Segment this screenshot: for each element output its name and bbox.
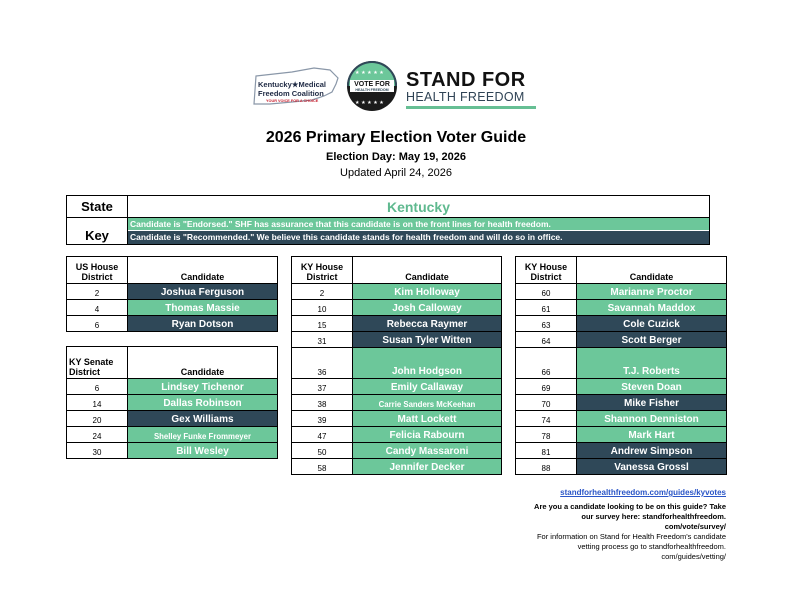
district-cell: 38	[292, 395, 353, 411]
candidate-cell: Andrew Simpson	[577, 443, 727, 459]
survey-note-line1: Are you a candidate looking to be on this guide? Take	[534, 502, 726, 511]
state-key-box	[66, 195, 710, 245]
table-row	[516, 395, 727, 411]
district-cell: 30	[67, 443, 128, 459]
state-value: Kentucky	[128, 196, 709, 218]
vetting-note	[506, 532, 726, 562]
candidate-cell: Jennifer Decker	[353, 459, 502, 475]
candidate-cell: Shelley Funke Frommeyer	[128, 427, 278, 443]
table-row	[292, 379, 502, 395]
candidate-cell: Mark Hart	[577, 427, 727, 443]
survey-note-line3: com/vote/survey/	[664, 522, 726, 531]
candidate-cell: Candy Massaroni	[353, 443, 502, 459]
table-row	[292, 300, 502, 316]
candidate-cell: Josh Calloway	[353, 300, 502, 316]
table-row	[67, 316, 278, 332]
us-house-table	[66, 256, 278, 332]
sfhf-line1: STAND FOR	[406, 69, 526, 91]
table-row	[516, 459, 727, 475]
kmfc-tagline: YOUR VOICE FOR A CHOICE	[266, 99, 319, 103]
us-house-district-header: US House District	[67, 257, 128, 284]
district-cell: 61	[516, 300, 577, 316]
district-cell: 31	[292, 332, 353, 348]
key-endorsed: Candidate is "Endorsed." SHF has assurance that this candidate is on the front lines for health freedom.	[128, 218, 709, 231]
key-label: Key	[67, 218, 128, 244]
candidate-cell: Vanessa Grossl	[577, 459, 727, 475]
table-row	[67, 300, 278, 316]
svg-text:★ ★ ★ ★ ★: ★ ★ ★ ★ ★	[355, 100, 384, 106]
election-day: Election Day: May 19, 2026	[325, 151, 466, 163]
table-row	[292, 284, 502, 300]
vote-badge-logo	[346, 60, 398, 112]
district-cell: 36	[292, 348, 353, 379]
table-row	[516, 427, 727, 443]
candidate-cell: Rebecca Raymer	[353, 316, 502, 332]
updated-date: Updated April 24, 2026	[340, 167, 452, 179]
page-title: 2026 Primary Election Voter Guide	[265, 129, 527, 146]
ky-house-table-1	[291, 256, 502, 475]
us-house-candidate-header: Candidate	[128, 257, 278, 284]
ky-house-1-candidate-header: Candidate	[353, 257, 502, 284]
district-cell: 14	[67, 395, 128, 411]
district-cell: 81	[516, 443, 577, 459]
district-cell: 15	[292, 316, 353, 332]
table-row	[292, 395, 502, 411]
district-cell: 37	[292, 379, 353, 395]
candidate-cell: T.J. Roberts	[577, 348, 727, 379]
table-row	[292, 411, 502, 427]
table-row	[516, 284, 727, 300]
table-row	[292, 459, 502, 475]
district-cell: 63	[516, 316, 577, 332]
candidate-cell: Felicia Rabourn	[353, 427, 502, 443]
candidate-cell: Emily Callaway	[353, 379, 502, 395]
district-cell: 39	[292, 411, 353, 427]
table-row	[516, 379, 727, 395]
vetting-note-line3: com/guides/vetting/	[661, 552, 726, 561]
district-cell: 88	[516, 459, 577, 475]
table-row	[292, 443, 502, 459]
kmfc-line1: Kentucky★Medical	[258, 80, 326, 89]
table-row	[516, 411, 727, 427]
district-cell: 50	[292, 443, 353, 459]
candidate-cell: Marianne Proctor	[577, 284, 727, 300]
ky-house-2-district-header: KY House District	[516, 257, 577, 284]
survey-note	[506, 502, 726, 532]
logo-bar	[252, 58, 552, 114]
table-row	[516, 332, 727, 348]
candidate-cell: Joshua Ferguson	[128, 284, 278, 300]
vote-badge-line1: VOTE FOR	[354, 81, 390, 88]
district-cell: 58	[292, 459, 353, 475]
sfhf-underline	[406, 106, 536, 109]
district-cell: 24	[67, 427, 128, 443]
candidate-cell: Ryan Dotson	[128, 316, 278, 332]
candidate-cell: Thomas Massie	[128, 300, 278, 316]
table-row	[67, 379, 278, 395]
candidate-cell: Bill Wesley	[128, 443, 278, 459]
table-row	[67, 411, 278, 427]
state-label: State	[67, 196, 128, 218]
district-cell: 4	[67, 300, 128, 316]
table-row	[292, 316, 502, 332]
table-row	[516, 300, 727, 316]
candidate-cell: Savannah Maddox	[577, 300, 727, 316]
survey-note-line2: our survey here: standforhealthfreedom.	[581, 512, 726, 521]
table-row	[516, 316, 727, 332]
candidate-cell: Kim Holloway	[353, 284, 502, 300]
candidate-cell: Steven Doan	[577, 379, 727, 395]
candidate-cell: Matt Lockett	[353, 411, 502, 427]
candidate-cell: Mike Fisher	[577, 395, 727, 411]
district-cell: 64	[516, 332, 577, 348]
candidate-cell: Lindsey Tichenor	[128, 379, 278, 395]
table-row	[292, 348, 502, 379]
district-cell: 66	[516, 348, 577, 379]
ky-senate-district-header: KY Senate District	[67, 347, 128, 379]
table-row	[67, 443, 278, 459]
guide-link[interactable]: standforhealthfreedom.com/guides/kyvotes	[560, 488, 726, 497]
district-cell: 2	[67, 284, 128, 300]
district-cell: 20	[67, 411, 128, 427]
vetting-note-line2: vetting process go to standforhealthfreedom.	[577, 542, 726, 551]
district-cell: 2	[292, 284, 353, 300]
table-row	[67, 427, 278, 443]
table-row	[516, 443, 727, 459]
candidate-cell: Shannon Denniston	[577, 411, 727, 427]
key-recommended: Candidate is "Recommended." We believe this candidate stands for health freedom and will do so in office.	[128, 231, 709, 244]
candidate-cell: Cole Cuzick	[577, 316, 727, 332]
district-cell: 60	[516, 284, 577, 300]
table-row	[67, 395, 278, 411]
district-cell: 10	[292, 300, 353, 316]
kmfc-logo	[252, 66, 340, 110]
candidate-cell: Dallas Robinson	[128, 395, 278, 411]
district-cell: 47	[292, 427, 353, 443]
table-row	[67, 284, 278, 300]
district-cell: 69	[516, 379, 577, 395]
ky-house-table-2	[515, 256, 727, 475]
sfhf-line2: HEALTH FREEDOM	[406, 90, 525, 104]
kmfc-line2: Freedom Coalition	[258, 89, 324, 98]
district-cell: 6	[67, 379, 128, 395]
district-cell: 6	[67, 316, 128, 332]
ky-senate-candidate-header: Candidate	[128, 347, 278, 379]
district-cell: 70	[516, 395, 577, 411]
district-cell: 78	[516, 427, 577, 443]
ky-senate-table	[66, 346, 278, 459]
candidate-cell: Susan Tyler Witten	[353, 332, 502, 348]
table-row	[292, 427, 502, 443]
candidate-cell: Carrie Sanders McKeehan	[353, 395, 502, 411]
ky-house-2-candidate-header: Candidate	[577, 257, 727, 284]
candidate-cell: John Hodgson	[353, 348, 502, 379]
candidate-cell: Gex Williams	[128, 411, 278, 427]
table-row	[292, 332, 502, 348]
vote-badge-line2: HEALTH FREEDOM	[355, 88, 389, 92]
candidate-cell: Scott Berger	[577, 332, 727, 348]
vetting-note-line1: For information on Stand for Health Freedom's candidate	[536, 532, 726, 541]
sfhf-logo	[406, 70, 556, 109]
district-cell: 74	[516, 411, 577, 427]
table-row	[516, 348, 727, 379]
ky-house-1-district-header: KY House District	[292, 257, 353, 284]
svg-text:★ ★ ★ ★ ★: ★ ★ ★ ★ ★	[355, 70, 384, 76]
